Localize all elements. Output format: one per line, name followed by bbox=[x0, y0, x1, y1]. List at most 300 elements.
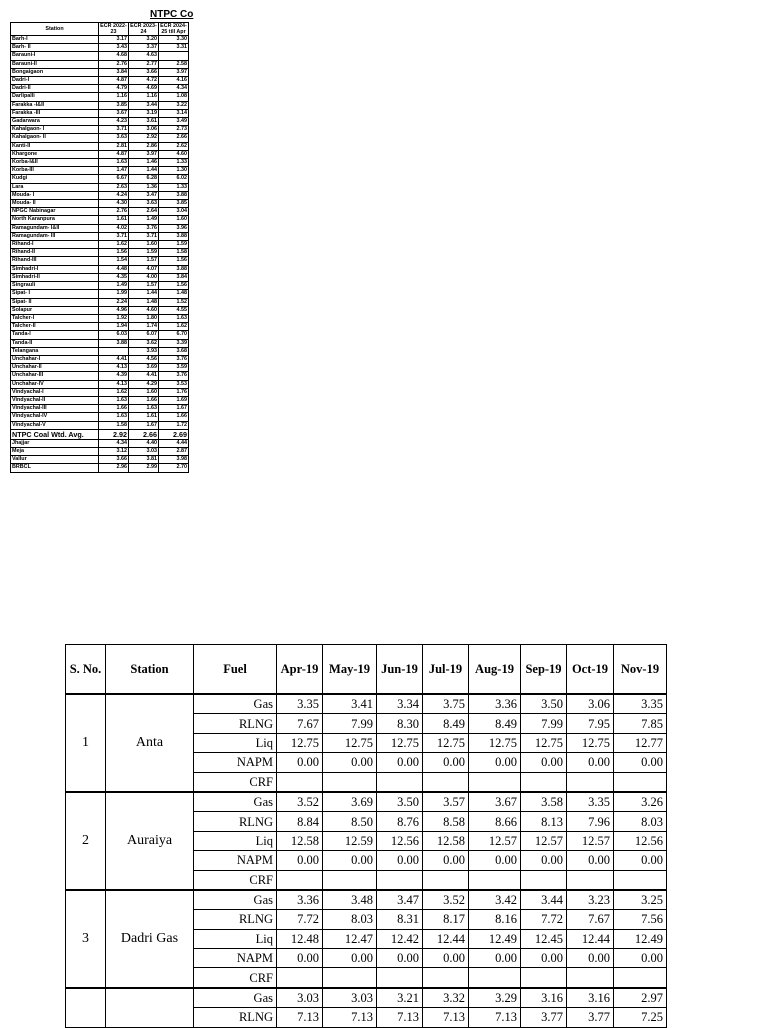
fuel-value-cell: 3.36 bbox=[277, 890, 323, 910]
ecr-row bbox=[11, 44, 189, 52]
ecr-value-cell: 3.31 bbox=[159, 44, 189, 52]
ecr-value-cell: 2.64 bbox=[129, 208, 159, 216]
ecr-value-cell: 4.96 bbox=[99, 306, 129, 314]
ecr-value-cell: 1.49 bbox=[99, 282, 129, 290]
ecr-row bbox=[11, 429, 189, 439]
ecr-value-cell: 1.56 bbox=[159, 257, 189, 265]
ecr-value-cell: 3.12 bbox=[99, 447, 129, 455]
ecr-value-cell: 2.69 bbox=[159, 429, 189, 439]
fuel-value-cell: 7.85 bbox=[614, 714, 667, 733]
ecr-station-cell: Vindyachal-V bbox=[11, 421, 99, 429]
fuel-value-cell: 12.75 bbox=[469, 733, 521, 752]
fuel-value-cell: 3.41 bbox=[323, 694, 377, 714]
fuel-value-cell: 8.13 bbox=[521, 812, 567, 831]
ecr-value-cell: 3.71 bbox=[129, 232, 159, 240]
fuel-header-cell: Station bbox=[106, 645, 194, 695]
ecr-value-cell: 3.43 bbox=[99, 44, 129, 52]
fuel-value-cell: 8.66 bbox=[469, 812, 521, 831]
ecr-value-cell: 3.39 bbox=[159, 339, 189, 347]
ecr-header-cell: ECR 2024-25 till Apr bbox=[160, 23, 187, 35]
serial-number-cell: 3 bbox=[66, 890, 106, 988]
fuel-value-cell: 12.59 bbox=[323, 831, 377, 850]
ecr-value-cell: 1.58 bbox=[159, 249, 189, 257]
fuel-value-cell: 3.29 bbox=[469, 988, 521, 1008]
ecr-row bbox=[11, 314, 189, 322]
ecr-value-cell: 1.67 bbox=[129, 421, 159, 429]
serial-number-cell bbox=[66, 988, 106, 1027]
fuel-value-cell: 7.13 bbox=[469, 1008, 521, 1027]
fuel-value-cell: 8.49 bbox=[469, 714, 521, 733]
ecr-value-cell: 4.41 bbox=[129, 372, 159, 380]
ecr-station-cell: Singrauli bbox=[11, 282, 99, 290]
ecr-table-container bbox=[10, 22, 190, 473]
ecr-row bbox=[11, 306, 189, 314]
ecr-row bbox=[11, 167, 189, 175]
fuel-value-cell: 7.99 bbox=[323, 714, 377, 733]
ecr-value-cell: 1.92 bbox=[99, 314, 129, 322]
fuel-value-cell: 0.00 bbox=[521, 753, 567, 772]
ecr-value-cell: 2.73 bbox=[159, 126, 189, 134]
fuel-header-cell: Apr-19 bbox=[277, 645, 323, 695]
ecr-value-cell: 4.63 bbox=[129, 52, 159, 60]
fuel-value-cell bbox=[469, 772, 521, 792]
fuel-header-cell: Jul-19 bbox=[423, 645, 469, 695]
ecr-value-cell: 1.62 bbox=[159, 323, 189, 331]
fuel-type-cell: CRF bbox=[194, 870, 277, 890]
fuel-value-cell bbox=[521, 772, 567, 792]
ecr-value-cell: 3.30 bbox=[159, 36, 189, 44]
ecr-station-cell: Ramagundam- I&II bbox=[11, 224, 99, 232]
ecr-value-cell: 6.67 bbox=[99, 175, 129, 183]
fuel-value-cell bbox=[377, 968, 423, 988]
ecr-value-cell: 1.74 bbox=[129, 323, 159, 331]
ecr-value-cell bbox=[99, 347, 129, 355]
fuel-value-cell: 0.00 bbox=[423, 851, 469, 870]
ecr-value-cell: 2.99 bbox=[129, 464, 159, 472]
fuel-value-cell: 8.03 bbox=[614, 812, 667, 831]
ecr-value-cell: 1.60 bbox=[129, 241, 159, 249]
fuel-value-cell: 12.47 bbox=[323, 929, 377, 948]
ecr-value-cell: 3.66 bbox=[129, 68, 159, 76]
ecr-value-cell: 1.16 bbox=[129, 93, 159, 101]
ecr-value-cell: 1.56 bbox=[99, 249, 129, 257]
ecr-value-cell: 1.63 bbox=[99, 159, 129, 167]
fuel-value-cell: 8.16 bbox=[469, 910, 521, 929]
ecr-value-cell: 1.72 bbox=[159, 421, 189, 429]
ecr-value-cell: 1.60 bbox=[129, 388, 159, 396]
ecr-value-cell: 1.76 bbox=[159, 388, 189, 396]
ecr-value-cell: 1.52 bbox=[159, 298, 189, 306]
ecr-value-cell: 4.68 bbox=[99, 52, 129, 60]
fuel-value-cell: 12.75 bbox=[567, 733, 614, 752]
ecr-station-cell: NPGC Nabinagar bbox=[11, 208, 99, 216]
fuel-value-cell bbox=[377, 870, 423, 890]
ecr-value-cell: 2.66 bbox=[129, 429, 159, 439]
fuel-value-cell: 3.32 bbox=[423, 988, 469, 1008]
ecr-value-cell: 3.44 bbox=[129, 101, 159, 109]
fuel-value-cell: 3.77 bbox=[567, 1008, 614, 1027]
ecr-value-cell: 4.07 bbox=[129, 265, 159, 273]
ecr-row bbox=[11, 339, 189, 347]
fuel-value-cell: 7.13 bbox=[377, 1008, 423, 1027]
ecr-station-cell: Barauni-II bbox=[11, 60, 99, 68]
ecr-station-cell: Solapur bbox=[11, 306, 99, 314]
ecr-value-cell: 4.13 bbox=[99, 364, 129, 372]
fuel-value-cell: 8.17 bbox=[423, 910, 469, 929]
ecr-value-cell: 1.46 bbox=[129, 159, 159, 167]
ecr-value-cell: 4.23 bbox=[99, 118, 129, 126]
ecr-value-cell: 3.68 bbox=[159, 347, 189, 355]
ecr-value-cell: 2.92 bbox=[99, 429, 129, 439]
fuel-value-cell bbox=[567, 968, 614, 988]
ecr-value-cell: 3.93 bbox=[129, 347, 159, 355]
ecr-value-cell: 3.66 bbox=[99, 456, 129, 464]
ecr-row bbox=[11, 175, 189, 183]
ecr-value-cell: 4.41 bbox=[99, 355, 129, 363]
ecr-value-cell: 3.49 bbox=[159, 118, 189, 126]
serial-number-cell: 2 bbox=[66, 792, 106, 890]
ecr-value-cell: 2.86 bbox=[129, 142, 159, 150]
ecr-row bbox=[11, 413, 189, 421]
ecr-value-cell: 4.02 bbox=[99, 224, 129, 232]
ecr-value-cell: 3.63 bbox=[129, 200, 159, 208]
ecr-value-cell: 2.62 bbox=[159, 142, 189, 150]
fuel-value-cell: 3.57 bbox=[423, 792, 469, 812]
ecr-value-cell bbox=[159, 52, 189, 60]
ecr-station-cell: Rihand-III bbox=[11, 257, 99, 265]
ecr-station-cell: Unchahar-I bbox=[11, 355, 99, 363]
ecr-row bbox=[11, 323, 189, 331]
ecr-value-cell: 1.16 bbox=[99, 93, 129, 101]
fuel-value-cell: 0.00 bbox=[377, 753, 423, 772]
ecr-station-cell: Kahalgaon- I bbox=[11, 126, 99, 134]
serial-number-cell: 1 bbox=[66, 694, 106, 792]
ecr-station-cell: Vallur bbox=[11, 456, 99, 464]
ecr-row bbox=[11, 273, 189, 281]
ecr-station-cell: Barh-I bbox=[11, 36, 99, 44]
ecr-row bbox=[11, 241, 189, 249]
fuel-value-cell: 0.00 bbox=[469, 949, 521, 968]
fuel-value-cell: 3.23 bbox=[567, 890, 614, 910]
ecr-value-cell: 4.24 bbox=[99, 191, 129, 199]
fuel-value-cell: 7.13 bbox=[277, 1008, 323, 1027]
ecr-row bbox=[11, 126, 189, 134]
fuel-value-cell: 3.16 bbox=[521, 988, 567, 1008]
ecr-value-cell: 6.03 bbox=[99, 331, 129, 339]
ecr-value-cell: 3.88 bbox=[159, 232, 189, 240]
ecr-value-cell: 1.60 bbox=[159, 216, 189, 224]
ecr-station-cell: Darlipalli bbox=[11, 93, 99, 101]
fuel-value-cell: 8.84 bbox=[277, 812, 323, 831]
ecr-value-cell: 2.76 bbox=[99, 60, 129, 68]
ecr-table bbox=[10, 22, 189, 473]
ecr-station-cell: Simhadri-I bbox=[11, 265, 99, 273]
ecr-row bbox=[11, 439, 189, 447]
ecr-value-cell: 3.84 bbox=[99, 68, 129, 76]
ecr-value-cell: 2.81 bbox=[99, 142, 129, 150]
fuel-value-cell bbox=[521, 870, 567, 890]
fuel-value-cell: 3.52 bbox=[423, 890, 469, 910]
ecr-value-cell: 1.57 bbox=[129, 257, 159, 265]
ecr-value-cell: 2.63 bbox=[99, 183, 129, 191]
ecr-value-cell: 1.48 bbox=[129, 298, 159, 306]
fuel-value-cell: 12.75 bbox=[277, 733, 323, 752]
fuel-value-cell bbox=[277, 870, 323, 890]
fuel-value-cell bbox=[469, 870, 521, 890]
ecr-value-cell: 4.87 bbox=[99, 150, 129, 158]
fuel-type-cell: RLNG bbox=[194, 714, 277, 733]
fuel-header-cell: Oct-19 bbox=[567, 645, 614, 695]
fuel-value-cell: 3.03 bbox=[277, 988, 323, 1008]
ecr-row bbox=[11, 200, 189, 208]
ecr-value-cell: 3.14 bbox=[159, 109, 189, 117]
ecr-value-cell: 3.17 bbox=[99, 36, 129, 44]
ecr-row bbox=[11, 216, 189, 224]
ecr-row bbox=[11, 447, 189, 455]
fuel-value-cell: 7.13 bbox=[423, 1008, 469, 1027]
fuel-value-cell: 12.57 bbox=[567, 831, 614, 850]
ecr-row bbox=[11, 257, 189, 265]
fuel-type-cell: NAPM bbox=[194, 949, 277, 968]
ecr-value-cell: 1.99 bbox=[99, 290, 129, 298]
ecr-value-cell: 6.02 bbox=[159, 175, 189, 183]
fuel-value-cell bbox=[469, 968, 521, 988]
ecr-value-cell: 2.58 bbox=[159, 60, 189, 68]
ecr-value-cell: 3.88 bbox=[159, 265, 189, 273]
ecr-station-cell: Lara bbox=[11, 183, 99, 191]
fuel-value-cell: 12.58 bbox=[277, 831, 323, 850]
ecr-value-cell: 6.28 bbox=[129, 175, 159, 183]
fuel-value-cell: 12.48 bbox=[277, 929, 323, 948]
ecr-row bbox=[11, 405, 189, 413]
ecr-station-cell: Tanda-I bbox=[11, 331, 99, 339]
ecr-value-cell: 2.96 bbox=[99, 464, 129, 472]
fuel-value-cell: 7.56 bbox=[614, 910, 667, 929]
ecr-station-cell: Vindyachal-IV bbox=[11, 413, 99, 421]
ecr-station-cell: Sipat- II bbox=[11, 298, 99, 306]
ecr-station-cell: Vindyachal-II bbox=[11, 396, 99, 404]
fuel-value-cell: 12.44 bbox=[567, 929, 614, 948]
fuel-value-cell: 7.67 bbox=[567, 910, 614, 929]
ecr-value-cell: 4.29 bbox=[129, 380, 159, 388]
ecr-value-cell: 2.66 bbox=[159, 134, 189, 142]
ecr-row bbox=[11, 464, 189, 472]
ecr-value-cell: 1.63 bbox=[129, 405, 159, 413]
fuel-type-cell: NAPM bbox=[194, 851, 277, 870]
fuel-value-cell: 3.58 bbox=[521, 792, 567, 812]
ecr-value-cell: 2.77 bbox=[129, 60, 159, 68]
fuel-header-cell: Aug-19 bbox=[469, 645, 521, 695]
ecr-value-cell: 3.20 bbox=[129, 36, 159, 44]
fuel-value-cell: 8.50 bbox=[323, 812, 377, 831]
ecr-row bbox=[11, 36, 189, 44]
fuel-value-cell: 0.00 bbox=[423, 753, 469, 772]
fuel-value-cell: 0.00 bbox=[277, 949, 323, 968]
fuel-value-cell: 12.49 bbox=[469, 929, 521, 948]
fuel-value-cell: 0.00 bbox=[323, 753, 377, 772]
ecr-value-cell: 1.54 bbox=[99, 257, 129, 265]
ecr-value-cell: 1.61 bbox=[99, 216, 129, 224]
ecr-value-cell: 4.79 bbox=[99, 85, 129, 93]
fuel-value-cell bbox=[614, 968, 667, 988]
ecr-value-cell: 1.63 bbox=[99, 396, 129, 404]
ecr-station-cell: Vindyachal-III bbox=[11, 405, 99, 413]
ecr-row bbox=[11, 93, 189, 101]
fuel-value-cell bbox=[423, 968, 469, 988]
fuel-value-cell: 3.36 bbox=[469, 694, 521, 714]
ecr-value-cell: 1.47 bbox=[99, 167, 129, 175]
ecr-station-cell: Jhajjar bbox=[11, 439, 99, 447]
ecr-value-cell: 4.39 bbox=[99, 372, 129, 380]
ecr-station-cell: Rihand-I bbox=[11, 241, 99, 249]
fuel-type-cell: Gas bbox=[194, 694, 277, 714]
ecr-row bbox=[11, 388, 189, 396]
ecr-value-cell: 1.30 bbox=[159, 167, 189, 175]
fuel-value-cell: 0.00 bbox=[521, 851, 567, 870]
ecr-value-cell: 1.48 bbox=[159, 290, 189, 298]
fuel-type-cell: Liq bbox=[194, 929, 277, 948]
ecr-row bbox=[11, 421, 189, 429]
ecr-value-cell: 2.70 bbox=[159, 464, 189, 472]
ecr-row bbox=[11, 265, 189, 273]
fuel-type-cell: RLNG bbox=[194, 1008, 277, 1027]
ecr-station-cell: Talcher-I bbox=[11, 314, 99, 322]
ecr-station-cell: Mouda- II bbox=[11, 200, 99, 208]
ecr-station-cell: Kanti-II bbox=[11, 142, 99, 150]
ecr-value-cell: 2.24 bbox=[99, 298, 129, 306]
ecr-station-cell: Unchahar-III bbox=[11, 372, 99, 380]
ecr-station-cell: NTPC Coal Wtd. Avg. bbox=[11, 429, 99, 439]
fuel-value-cell: 3.35 bbox=[614, 694, 667, 714]
fuel-table-container bbox=[65, 644, 667, 1028]
ecr-value-cell: 6.70 bbox=[159, 331, 189, 339]
ecr-row bbox=[11, 290, 189, 298]
ecr-value-cell: 1.49 bbox=[129, 216, 159, 224]
fuel-value-cell: 7.13 bbox=[323, 1008, 377, 1027]
ecr-value-cell: 3.37 bbox=[129, 44, 159, 52]
ecr-row bbox=[11, 347, 189, 355]
ecr-value-cell: 3.97 bbox=[129, 150, 159, 158]
ecr-value-cell: 3.03 bbox=[129, 447, 159, 455]
ecr-station-cell: Kahalgaon- II bbox=[11, 134, 99, 142]
fuel-value-cell bbox=[277, 772, 323, 792]
fuel-value-cell bbox=[323, 772, 377, 792]
fuel-value-cell: 12.75 bbox=[521, 733, 567, 752]
fuel-value-cell: 3.69 bbox=[323, 792, 377, 812]
ecr-value-cell: 4.44 bbox=[159, 439, 189, 447]
ecr-header-cell: ECR 2022-23 bbox=[100, 23, 127, 35]
ecr-value-cell: 3.53 bbox=[159, 380, 189, 388]
fuel-value-cell: 0.00 bbox=[614, 851, 667, 870]
fuel-row bbox=[66, 792, 667, 812]
fuel-value-cell: 8.58 bbox=[423, 812, 469, 831]
fuel-value-cell: 3.44 bbox=[521, 890, 567, 910]
fuel-value-cell: 12.49 bbox=[614, 929, 667, 948]
fuel-type-cell: RLNG bbox=[194, 812, 277, 831]
ecr-station-cell: Mouda- I bbox=[11, 191, 99, 199]
fuel-value-cell: 3.26 bbox=[614, 792, 667, 812]
ecr-station-cell: Dadri-I bbox=[11, 77, 99, 85]
ecr-value-cell: 3.62 bbox=[129, 339, 159, 347]
fuel-value-cell: 0.00 bbox=[614, 949, 667, 968]
fuel-header-cell: Fuel bbox=[194, 645, 277, 695]
ecr-value-cell: 1.80 bbox=[129, 314, 159, 322]
fuel-value-cell: 0.00 bbox=[277, 851, 323, 870]
ecr-value-cell: 4.13 bbox=[99, 380, 129, 388]
fuel-value-cell bbox=[614, 870, 667, 890]
fuel-row bbox=[66, 694, 667, 714]
fuel-value-cell: 12.75 bbox=[323, 733, 377, 752]
ecr-value-cell: 4.34 bbox=[99, 439, 129, 447]
fuel-value-cell: 0.00 bbox=[567, 851, 614, 870]
ecr-value-cell: 1.44 bbox=[129, 290, 159, 298]
fuel-value-cell: 0.00 bbox=[423, 949, 469, 968]
fuel-value-cell: 12.45 bbox=[521, 929, 567, 948]
ecr-value-cell: 4.16 bbox=[159, 77, 189, 85]
ecr-value-cell: 4.60 bbox=[129, 306, 159, 314]
fuel-value-cell bbox=[277, 968, 323, 988]
ecr-station-cell: Bongaigaon bbox=[11, 68, 99, 76]
fuel-type-cell: Liq bbox=[194, 733, 277, 752]
fuel-value-cell: 0.00 bbox=[521, 949, 567, 968]
ecr-row bbox=[11, 380, 189, 388]
fuel-value-cell: 12.57 bbox=[469, 831, 521, 850]
fuel-value-cell: 8.31 bbox=[377, 910, 423, 929]
ecr-row bbox=[11, 150, 189, 158]
ecr-row bbox=[11, 52, 189, 60]
fuel-value-cell: 12.77 bbox=[614, 733, 667, 752]
ecr-row bbox=[11, 101, 189, 109]
ecr-value-cell: 3.71 bbox=[99, 232, 129, 240]
fuel-value-cell: 12.75 bbox=[423, 733, 469, 752]
fuel-value-cell: 3.35 bbox=[277, 694, 323, 714]
fuel-value-cell: 3.50 bbox=[377, 792, 423, 812]
ecr-value-cell: 1.66 bbox=[159, 413, 189, 421]
ecr-station-cell: Telangana bbox=[11, 347, 99, 355]
ecr-value-cell: 1.08 bbox=[159, 93, 189, 101]
fuel-type-cell: RLNG bbox=[194, 910, 277, 929]
ecr-station-cell: Dadri-II bbox=[11, 85, 99, 93]
ecr-value-cell: 4.34 bbox=[159, 85, 189, 93]
ecr-row bbox=[11, 372, 189, 380]
fuel-row bbox=[66, 988, 667, 1008]
ecr-value-cell: 3.88 bbox=[159, 191, 189, 199]
fuel-header-cell: Nov-19 bbox=[614, 645, 667, 695]
fuel-value-cell: 12.57 bbox=[521, 831, 567, 850]
fuel-type-cell: Liq bbox=[194, 831, 277, 850]
fuel-type-cell: NAPM bbox=[194, 753, 277, 772]
ecr-row bbox=[11, 232, 189, 240]
fuel-value-cell: 0.00 bbox=[567, 753, 614, 772]
ecr-station-cell: Unchahar-II bbox=[11, 364, 99, 372]
ecr-value-cell: 3.81 bbox=[129, 456, 159, 464]
fuel-value-cell: 0.00 bbox=[377, 949, 423, 968]
fuel-value-cell: 8.30 bbox=[377, 714, 423, 733]
ecr-row bbox=[11, 159, 189, 167]
fuel-value-cell: 3.25 bbox=[614, 890, 667, 910]
fuel-value-cell: 7.25 bbox=[614, 1008, 667, 1027]
ecr-station-cell: Meja bbox=[11, 447, 99, 455]
ecr-value-cell: 1.57 bbox=[129, 282, 159, 290]
ecr-row bbox=[11, 282, 189, 290]
ecr-row bbox=[11, 191, 189, 199]
fuel-value-cell: 0.00 bbox=[323, 851, 377, 870]
ecr-value-cell: 2.76 bbox=[99, 208, 129, 216]
fuel-value-cell bbox=[323, 870, 377, 890]
ecr-value-cell: 4.72 bbox=[129, 77, 159, 85]
fuel-value-cell: 3.03 bbox=[323, 988, 377, 1008]
fuel-type-cell: Gas bbox=[194, 792, 277, 812]
